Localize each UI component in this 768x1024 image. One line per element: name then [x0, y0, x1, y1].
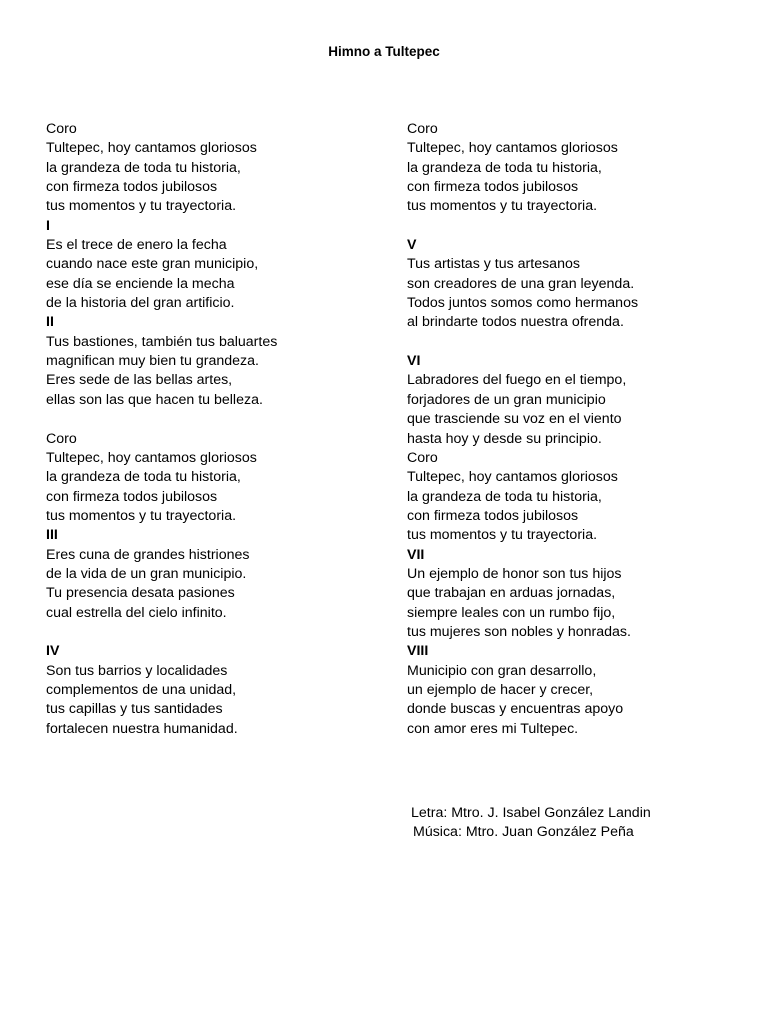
verse-line: con firmeza todos jubilosos: [46, 179, 218, 196]
verse-line: que trabajan en arduas jornadas,: [407, 585, 616, 602]
verse-line: al brindarte todos nuestra ofrenda.: [407, 314, 624, 331]
verse-line: Tultepec, hoy cantamos gloriosos: [46, 140, 257, 157]
verse-line: Es el trece de enero la fecha: [46, 237, 227, 254]
verse-line: tus momentos y tu trayectoria.: [407, 198, 598, 215]
blank-line: [407, 333, 737, 352]
verse-line: Tultepec, hoy cantamos gloriosos: [407, 469, 618, 486]
verse-line: Son tus barrios y localidades: [46, 662, 228, 679]
verse-line: forjadores de un gran municipio: [407, 391, 606, 408]
credits: [411, 804, 651, 843]
verse-line: hasta hoy y desde su principio.: [407, 430, 602, 447]
verse-line: Coro: [407, 449, 438, 466]
stanza-heading: III: [46, 527, 58, 544]
verse-line: la grandeza de toda tu historia,: [407, 488, 602, 505]
verse-line: ese día se enciende la mecha: [46, 275, 235, 292]
verse-line: complementos de una unidad,: [46, 681, 237, 698]
verse-line: con firmeza todos jubilosos: [407, 179, 579, 196]
verse-line: Tultepec, hoy cantamos gloriosos: [407, 140, 618, 157]
verse-line: Coro: [407, 121, 438, 137]
verse-line: con firmeza todos jubilosos: [407, 507, 579, 524]
verse-line: cuando nace este gran municipio,: [46, 256, 259, 273]
verse-line: Tus artistas y tus artesanos: [407, 256, 580, 273]
blank-line: [46, 410, 376, 429]
document-title: Himno a Tultepec: [328, 44, 440, 59]
verse-line: fortalecen nuestra humanidad.: [46, 720, 238, 737]
left-column: [46, 120, 376, 739]
verse-line: con firmeza todos jubilosos: [46, 488, 218, 505]
stanza-heading: I: [46, 217, 50, 234]
verse-line: tus momentos y tu trayectoria.: [407, 527, 598, 544]
stanza-heading: II: [46, 314, 54, 331]
verse-line: Eres sede de las bellas artes,: [46, 372, 233, 389]
stanza-heading: VIII: [407, 643, 429, 660]
verse-line: Tultepec, hoy cantamos gloriosos: [46, 449, 257, 466]
verse-line: cual estrella del cielo infinito.: [46, 604, 227, 621]
verse-line: magnifican muy bien tu grandeza.: [46, 353, 259, 370]
blank-line: [46, 623, 376, 642]
blank-line: [407, 217, 737, 236]
verse-line: Labradores del fuego en el tiempo,: [407, 372, 627, 389]
verse-line: con amor eres mi Tultepec.: [407, 720, 579, 737]
stanza-heading: V: [407, 237, 417, 254]
verse-line: la grandeza de toda tu historia,: [46, 159, 241, 176]
verse-line: Tus bastiones, también tus baluartes: [46, 333, 278, 350]
verse-line: ellas son las que hacen tu belleza.: [46, 391, 263, 408]
lyrics-credit: Letra: Mtro. J. Isabel González Landin: [411, 805, 651, 821]
verse-line: Tu presencia desata pasiones: [46, 585, 235, 602]
verse-line: donde buscas y encuentras apoyo: [407, 701, 624, 718]
verse-line: son creadores de una gran leyenda.: [407, 275, 635, 292]
verse-line: Eres cuna de grandes histriones: [46, 546, 250, 563]
verse-line: un ejemplo de hacer y crecer,: [407, 681, 594, 698]
stanza-heading: VII: [407, 546, 425, 563]
music-credit: Música: Mtro. Juan González Peña: [413, 824, 634, 841]
verse-line: tus mujeres son nobles y honradas.: [407, 623, 631, 640]
verse-line: tus capillas y tus santidades: [46, 701, 223, 718]
verse-line: Coro: [46, 430, 77, 447]
verse-line: Coro: [46, 121, 77, 137]
verse-line: la grandeza de toda tu historia,: [407, 159, 602, 176]
right-column: [407, 120, 737, 739]
verse-line: de la historia del gran artificio.: [46, 295, 235, 312]
verse-line: de la vida de un gran municipio.: [46, 565, 247, 582]
verse-line: Todos juntos somos como hermanos: [407, 295, 639, 312]
stanza-heading: VI: [407, 353, 421, 370]
verse-line: tus momentos y tu trayectoria.: [46, 507, 237, 524]
verse-line: tus momentos y tu trayectoria.: [46, 198, 237, 215]
verse-line: Municipio con gran desarrollo,: [407, 662, 597, 679]
verse-line: la grandeza de toda tu historia,: [46, 469, 241, 486]
verse-line: que trasciende su voz en el viento: [407, 411, 622, 428]
stanza-heading: IV: [46, 643, 60, 660]
verse-line: Un ejemplo de honor son tus hijos: [407, 565, 622, 582]
verse-line: siempre leales con un rumbo fijo,: [407, 604, 616, 621]
